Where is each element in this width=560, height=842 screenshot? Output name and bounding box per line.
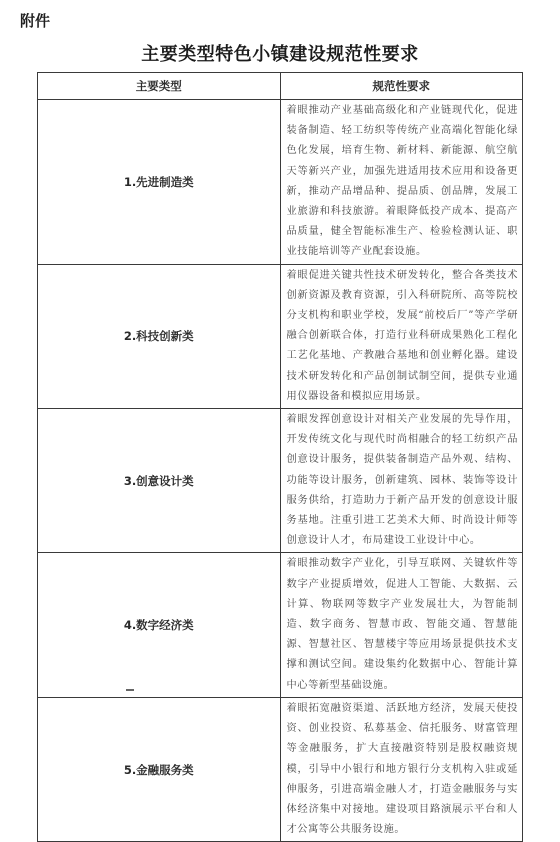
row-requirement: 着眼推动数字产业化，引导互联网、关键软件等数字产业提质增效，促进人工智能、大数据、云计算、物联网等数字产业发展壮大，为智能制造、数字商务、智慧市政、智能交通、智慧能源、智慧社区、智慧楼宇等应用场景提供技术支撑和测试空间。建设集约化数据中心、智能计算中心等新型基础设施。 <box>280 553 523 697</box>
row-requirement: 着眼促进关键共性技术研发转化，整合各类技术创新资源及教育资源，引入科研院所、高等院校分支机构和职业学校，发展“前校后厂”等产学研融合创新联合体，打造行业科研成果熟化工程化工艺化基地、产教融合基地和创业孵化器。建设技术研发转化和产品创制试制空间，提供专业通用仪器设备和模拟应用场景。 <box>280 264 523 408</box>
header-main-type: 主要类型 <box>38 73 281 100</box>
row-requirement: 着眼拓宽融资渠道、活跃地方经济，发展天使投资、创业投资、私募基金、信托服务、财富管理等金融服务，扩大直接融资特别是股权融资规模，引导中小银行和地方银行分支机构入驻或延伸服务，引进高端金融人才，打造金融服务与实体经济集中对接地。建设项目路演展示平台和人才公寓等公共服务设施。 <box>280 697 523 841</box>
table-row <box>38 697 523 841</box>
row-requirement: 着眼发挥创意设计对相关产业发展的先导作用，开发传统文化与现代时尚相融合的轻工纺织产品创意设计服务，提供装备制造产品外观、结构、功能等设计服务，创新建筑、园林、装饰等设计服务供给，打造助力于新产品开发的创意设计服务基地。注重引进工艺美术大师、时尚设计师等创意设计人才，布局建设工业设计中心。 <box>280 409 523 553</box>
row-type: 5.金融服务类 <box>38 697 281 841</box>
table-row <box>38 264 523 408</box>
row-type: 1.先进制造类 <box>38 100 281 265</box>
row-type: 4.数字经济类 <box>38 553 281 697</box>
row-type: 2.科技创新类 <box>38 264 281 408</box>
table-row <box>38 100 523 265</box>
page-edge-mark <box>126 689 134 691</box>
requirements-table <box>37 72 523 842</box>
attachment-label: 附件 <box>20 12 51 30</box>
header-requirements: 规范性要求 <box>280 73 523 100</box>
row-requirement: 着眼推动产业基础高级化和产业链现代化，促进装备制造、轻工纺织等传统产业高端化智能化绿色化发展，培育生物、新材料、新能源、航空航天等新兴产业，加强先进适用技术应用和设备更新，推动产品增品种、提品质、创品牌，发展工业旅游和科技旅游。着眼降低投产成本、提高产品质量，健全智能标准生产、检验检测认证、职业技能培训等产业配套设施。 <box>280 100 523 265</box>
document-title: 主要类型特色小镇建设规范性要求 <box>141 44 419 65</box>
table-row <box>38 409 523 553</box>
table-row <box>38 553 523 697</box>
table-header-row <box>38 73 523 100</box>
row-type: 3.创意设计类 <box>38 409 281 553</box>
